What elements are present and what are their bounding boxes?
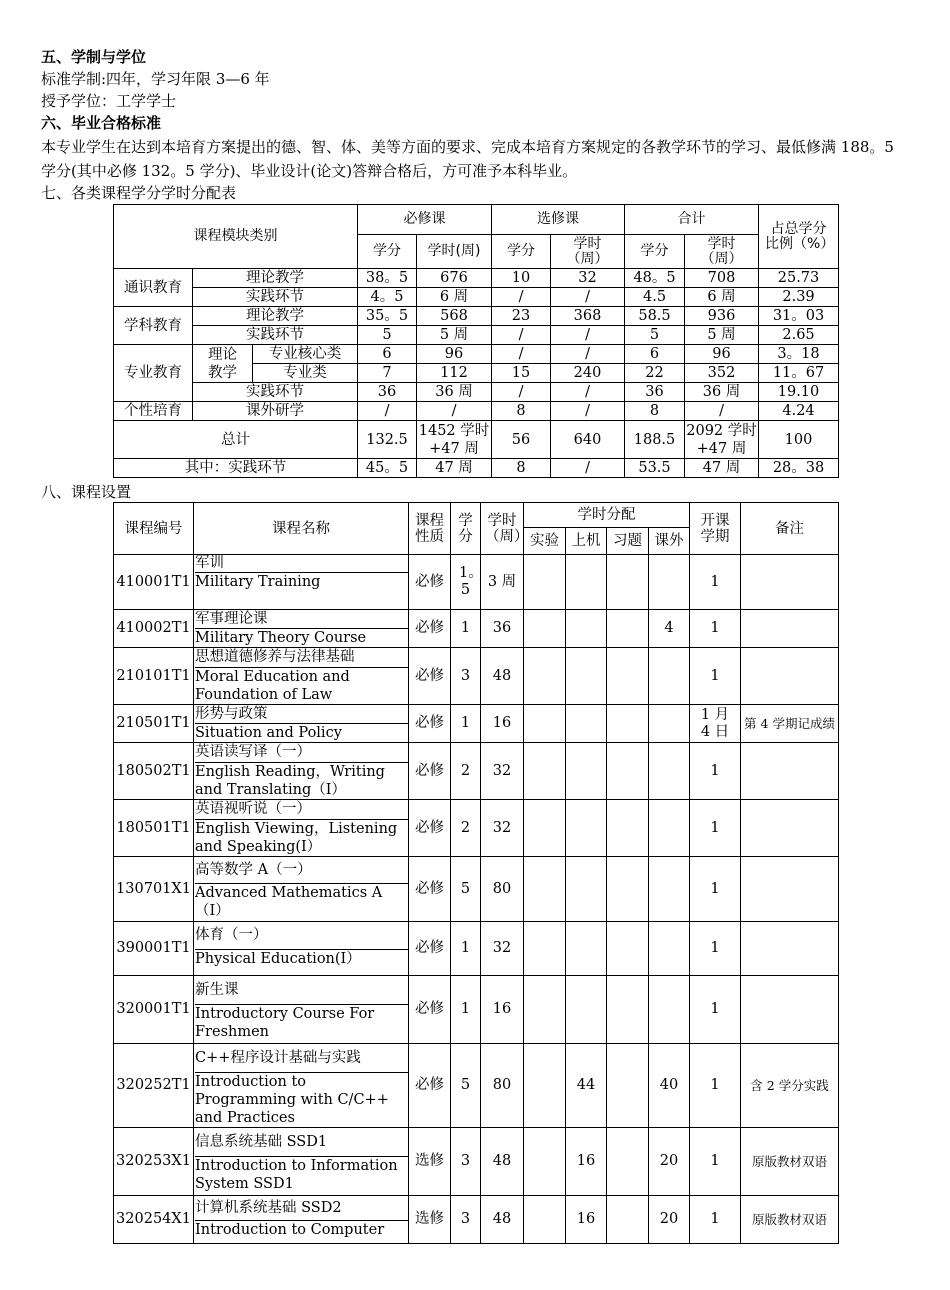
course-name (194, 922, 409, 976)
group-individual: 个性培育 (114, 402, 193, 421)
course-name-zh: 思想道德修养与法律基础 (195, 648, 408, 668)
course-exercise-hours (607, 555, 649, 610)
course-nature: 必修 (409, 800, 451, 857)
cell: 352 (685, 364, 759, 383)
row-category: 专业核心类 (253, 345, 358, 364)
course-nature: 必修 (409, 1044, 451, 1128)
course-computer-hours (566, 705, 607, 743)
course-computer-hours (566, 555, 607, 610)
course-computer-hours: 16 (566, 1196, 607, 1244)
course-credit: 1 (451, 922, 481, 976)
header-computer: 上机 (566, 528, 607, 555)
cell: 4。5 (358, 288, 417, 307)
cell: 100 (759, 421, 839, 459)
cell: 112 (417, 364, 492, 383)
course-extra-hours: 4 (649, 610, 690, 648)
document-page (41, 47, 913, 1244)
course-lab-hours (524, 1196, 566, 1244)
course-name-en: Introductory Course For Freshmen (195, 1006, 375, 1040)
course-name-zh: 计算机系统基础 SSD2 (195, 1196, 408, 1221)
course-hours: 32 (481, 800, 524, 857)
course-nature: 必修 (409, 610, 451, 648)
course-nature: 必修 (409, 976, 451, 1044)
course-exercise-hours (607, 743, 649, 800)
row-category: 课外研学 (193, 402, 358, 421)
course-name-zh: 英语视听说（一） (195, 800, 408, 820)
course-term: 1 (690, 743, 741, 800)
course-credit: 1。5 (451, 555, 481, 610)
course-term: 1 (690, 800, 741, 857)
course-credit: 5 (451, 1044, 481, 1128)
cell: 47 周 (685, 459, 759, 478)
course-name-en: Military Training (195, 574, 321, 590)
course-name-zh: 形势与政策 (195, 705, 408, 724)
course-term: 1 (690, 922, 741, 976)
course-nature: 选修 (409, 1128, 451, 1196)
course-computer-hours (566, 922, 607, 976)
course-term: 1 (690, 857, 741, 922)
cell: / (551, 402, 625, 421)
cell: / (492, 326, 551, 345)
course-term: 1 (690, 1128, 741, 1196)
course-name-en: English Reading，Writing and Translating（I） (195, 764, 385, 798)
course-code: 210101T1 (114, 648, 194, 705)
cell: 4.24 (759, 402, 839, 421)
row-category: 实践环节 (193, 326, 358, 345)
course-code: 410002T1 (114, 610, 194, 648)
group-general: 通识教育 (114, 269, 193, 307)
course-exercise-hours (607, 1128, 649, 1196)
course-name-en: Situation and Policy (195, 725, 342, 741)
cell: 45。5 (358, 459, 417, 478)
course-code: 390001T1 (114, 922, 194, 976)
course-name-zh: 高等数学 A（一） (195, 857, 408, 884)
course-lab-hours (524, 800, 566, 857)
section8-heading: 八、课程设置 (41, 483, 132, 501)
course-name-zh: 信息系统基础 SSD1 (195, 1128, 408, 1157)
degree-text: 授予学位：工学学士 (41, 92, 177, 110)
cell: 5 周 (417, 326, 492, 345)
course-computer-hours (566, 857, 607, 922)
practice-row (114, 459, 839, 478)
table-row (114, 800, 839, 857)
cell: / (358, 402, 417, 421)
cell: 36 (358, 383, 417, 402)
course-exercise-hours (607, 800, 649, 857)
table-row (114, 326, 839, 345)
cell: 708 (685, 269, 759, 288)
course-code: 180501T1 (114, 800, 194, 857)
table-row (114, 1044, 839, 1128)
course-name-en: Moral Education and Foundation of Law (195, 669, 350, 703)
cell: 640 (551, 421, 625, 459)
course-extra-hours: 20 (649, 1196, 690, 1244)
header-exercise: 习题 (607, 528, 649, 555)
header-hours: 学时(周) (417, 235, 492, 269)
row-category: 实践环节 (193, 288, 358, 307)
header-module: 课程模块类别 (114, 205, 358, 269)
course-name-en: English Viewing，Listening and Speaking(I） (195, 821, 398, 855)
course-code: 410001T1 (114, 555, 194, 610)
course-credit: 3 (451, 1196, 481, 1244)
cell: 36 周 (417, 383, 492, 402)
course-table (113, 502, 839, 555)
course-remark (741, 922, 839, 976)
row-category: 理论教学 (193, 269, 358, 288)
header-credit: 学分 (492, 235, 551, 269)
course-term: 1 (690, 648, 741, 705)
table-row (114, 610, 839, 648)
cell: 4.5 (625, 288, 685, 307)
course-remark: 原版教材双语 (741, 1196, 839, 1244)
course-lab-hours (524, 922, 566, 976)
cell: 48。5 (625, 269, 685, 288)
cell: 96 (417, 345, 492, 364)
course-name (194, 1128, 409, 1196)
course-computer-hours (566, 610, 607, 648)
header-credit: 学分 (625, 235, 685, 269)
header-dist: 学时分配 (524, 503, 690, 528)
table-row (114, 307, 839, 326)
header-nature: 课程性质 (409, 503, 451, 555)
header-credit: 学分 (358, 235, 417, 269)
course-nature: 必修 (409, 743, 451, 800)
course-extra-hours (649, 857, 690, 922)
course-name-en: Military Theory Course (195, 630, 367, 646)
course-extra-hours (649, 922, 690, 976)
cell: 58.5 (625, 307, 685, 326)
table-row (114, 1196, 839, 1244)
course-credit: 1 (451, 976, 481, 1044)
course-remark (741, 555, 839, 610)
cell: 6 (358, 345, 417, 364)
course-exercise-hours (607, 976, 649, 1044)
course-name (194, 1044, 409, 1128)
header-total: 合计 (625, 205, 759, 235)
course-extra-hours (649, 648, 690, 705)
cell: 3。18 (759, 345, 839, 364)
header-lab: 实验 (524, 528, 566, 555)
cell: 10 (492, 269, 551, 288)
course-name-en: Introduction to Programming with C/C++ and Practices (195, 1074, 389, 1126)
course-extra-hours (649, 743, 690, 800)
cell: / (551, 345, 625, 364)
course-term: 1 (690, 1044, 741, 1128)
course-remark: 含 2 学分实践 (741, 1044, 839, 1128)
course-hours: 48 (481, 648, 524, 705)
course-name (194, 976, 409, 1044)
cell: 132.5 (358, 421, 417, 459)
cell: 2.65 (759, 326, 839, 345)
course-credit: 5 (451, 857, 481, 922)
cell: 676 (417, 269, 492, 288)
course-credit: 3 (451, 1128, 481, 1196)
course-credit: 2 (451, 800, 481, 857)
cell: 38。5 (358, 269, 417, 288)
course-name-zh: 体育（一） (195, 922, 408, 950)
course-exercise-hours (607, 1196, 649, 1244)
course-name (194, 705, 409, 743)
course-hours: 48 (481, 1196, 524, 1244)
course-exercise-hours (607, 857, 649, 922)
course-code: 180502T1 (114, 743, 194, 800)
course-hours: 16 (481, 976, 524, 1044)
course-term: 1 (690, 610, 741, 648)
course-remark (741, 976, 839, 1044)
course-lab-hours (524, 1044, 566, 1128)
course-name (194, 1196, 409, 1244)
course-name-zh: 军事理论课 (195, 610, 408, 629)
course-term: 1 (690, 976, 741, 1044)
cell: 36 (625, 383, 685, 402)
header-elective: 选修课 (492, 205, 625, 235)
course-nature: 必修 (409, 857, 451, 922)
course-computer-hours: 44 (566, 1044, 607, 1128)
row-category: 理论教学 (193, 307, 358, 326)
course-name-zh: C++程序设计基础与实践 (195, 1044, 408, 1073)
course-name (194, 555, 409, 610)
cell: / (551, 326, 625, 345)
course-lab-hours (524, 610, 566, 648)
course-hours: 32 (481, 922, 524, 976)
course-remark (741, 743, 839, 800)
course-name (194, 648, 409, 705)
credit-distribution-table (113, 204, 839, 478)
course-remark: 原版教材双语 (741, 1128, 839, 1196)
course-extra-hours (649, 976, 690, 1044)
course-lab-hours (524, 705, 566, 743)
course-lab-hours (524, 976, 566, 1044)
table-row (114, 1128, 839, 1196)
course-nature: 必修 (409, 555, 451, 610)
course-code: 320001T1 (114, 976, 194, 1044)
cell: 5 (358, 326, 417, 345)
cell: 53.5 (625, 459, 685, 478)
course-hours: 48 (481, 1128, 524, 1196)
cell: 22 (625, 364, 685, 383)
course-extra-hours (649, 705, 690, 743)
course-extra-hours: 20 (649, 1128, 690, 1196)
table-row (114, 402, 839, 421)
total-row (114, 421, 839, 459)
header-code: 课程编号 (114, 503, 194, 555)
course-remark (741, 800, 839, 857)
cell: 2092 学时+47 周 (686, 422, 757, 457)
cell: 32 (551, 269, 625, 288)
duration-text: 标准学制:四年，学习年限 3—6 年 (41, 70, 270, 88)
cell: 47 周 (417, 459, 492, 478)
cell: / (685, 402, 759, 421)
course-name-zh: 新生课 (195, 976, 408, 1005)
group-major-theory: 理论教学 (193, 345, 253, 383)
row-category: 实践环节 (193, 383, 358, 402)
course-computer-hours (566, 743, 607, 800)
course-hours: 16 (481, 705, 524, 743)
course-name (194, 857, 409, 922)
header-hours: 学时（周） (481, 503, 524, 555)
graduation-standard-text: 本专业学生在达到本培育方案提出的德、智、体、美等方面的要求、完成本培育方案规定的各教学环节的学习、最低修满 188。5 学分(其中必修 132。5 学分)、毕业设计(论文)答辩合格后，方可准予本科毕业。 (41, 138, 894, 180)
table-row (114, 288, 839, 307)
cell: 8 (492, 402, 551, 421)
cell: 5 周 (685, 326, 759, 345)
cell: 35。5 (358, 307, 417, 326)
course-computer-hours (566, 976, 607, 1044)
table-row (114, 976, 839, 1044)
course-extra-hours: 40 (649, 1044, 690, 1128)
cell: 568 (417, 307, 492, 326)
header-remark: 备注 (741, 503, 839, 555)
course-code: 320252T1 (114, 1044, 194, 1128)
header-required: 必修课 (358, 205, 492, 235)
course-remark (741, 857, 839, 922)
cell: 36 周 (685, 383, 759, 402)
cell: / (551, 383, 625, 402)
cell: 96 (685, 345, 759, 364)
table-row (114, 648, 839, 705)
cell: 5 (625, 326, 685, 345)
table-row (114, 383, 839, 402)
section7-heading: 七、各类课程学分学时分配表 (41, 184, 237, 202)
table-row (114, 922, 839, 976)
course-remark: 第 4 学期记成绩 (741, 705, 839, 743)
cell: 25.73 (759, 269, 839, 288)
course-remark (741, 648, 839, 705)
cell: / (417, 402, 492, 421)
course-lab-hours (524, 555, 566, 610)
cell: 7 (358, 364, 417, 383)
cell: 8 (625, 402, 685, 421)
course-computer-hours: 16 (566, 1128, 607, 1196)
header-hours: 学时（周） (551, 235, 625, 269)
course-name-en: Introduction to Computer (195, 1222, 385, 1238)
course-lab-hours (524, 648, 566, 705)
cell: 6 周 (685, 288, 759, 307)
course-rows (113, 554, 839, 1244)
cell: 23 (492, 307, 551, 326)
cell: 31。03 (759, 307, 839, 326)
course-nature: 必修 (409, 705, 451, 743)
course-name-en: Physical Education(Ⅰ） (195, 951, 361, 967)
course-name-en: Advanced Mathematics A（Ⅰ） (195, 885, 383, 919)
course-hours: 36 (481, 610, 524, 648)
course-credit: 3 (451, 648, 481, 705)
cell: 188.5 (625, 421, 685, 459)
cell: 15 (492, 364, 551, 383)
course-name-zh: 英语读写译（一） (195, 743, 408, 763)
course-exercise-hours (607, 610, 649, 648)
course-nature: 必修 (409, 922, 451, 976)
cell: 2.39 (759, 288, 839, 307)
group-major: 专业教育 (114, 345, 193, 402)
course-name (194, 800, 409, 857)
header-name: 课程名称 (194, 503, 409, 555)
cell: 1452 学时+47 周 (417, 421, 492, 459)
group-discipline: 学科教育 (114, 307, 193, 345)
course-code: 130701X1 (114, 857, 194, 922)
course-lab-hours (524, 1128, 566, 1196)
course-code: 320254X1 (114, 1196, 194, 1244)
table-row (114, 269, 839, 288)
cell: 56 (492, 421, 551, 459)
header-extra: 课外 (649, 528, 690, 555)
course-exercise-hours (607, 648, 649, 705)
course-hours: 3 周 (481, 555, 524, 610)
course-name-zh: 军训 (195, 555, 408, 573)
course-lab-hours (524, 743, 566, 800)
section6-heading: 六、毕业合格标准 (41, 114, 162, 132)
header-hours: 学时（周） (685, 235, 759, 269)
cell: 240 (551, 364, 625, 383)
course-lab-hours (524, 857, 566, 922)
cell: 6 (625, 345, 685, 364)
cell: 8 (492, 459, 551, 478)
cell: / (551, 459, 625, 478)
course-remark (741, 610, 839, 648)
cell: / (551, 288, 625, 307)
practice-label: 其中：实践环节 (114, 459, 358, 478)
course-nature: 必修 (409, 648, 451, 705)
header-term: 开课学期 (690, 503, 741, 555)
course-hours: 80 (481, 1044, 524, 1128)
course-hours: 80 (481, 857, 524, 922)
cell: 368 (551, 307, 625, 326)
cell: 11。67 (759, 364, 839, 383)
table-row (114, 743, 839, 800)
course-computer-hours (566, 648, 607, 705)
course-term: 1 月 4 日 (690, 705, 741, 743)
table-row (114, 345, 839, 364)
course-exercise-hours (607, 1044, 649, 1128)
course-extra-hours (649, 800, 690, 857)
course-nature: 选修 (409, 1196, 451, 1244)
table-row (114, 857, 839, 922)
header-credit: 学分 (451, 503, 481, 555)
course-hours: 32 (481, 743, 524, 800)
cell: / (492, 383, 551, 402)
total-label: 总计 (114, 421, 358, 459)
table-row (114, 555, 839, 610)
header-ratio: 占总学分比例（%） (759, 205, 839, 269)
course-code: 320253X1 (114, 1128, 194, 1196)
cell: / (492, 288, 551, 307)
course-name-en: Introduction to Information System SSD1 (195, 1158, 398, 1192)
course-name (194, 743, 409, 800)
section5-heading: 五、学制与学位 (41, 48, 147, 66)
cell: 936 (685, 307, 759, 326)
course-term: 1 (690, 1196, 741, 1244)
course-name (194, 610, 409, 648)
table-row (114, 705, 839, 743)
cell: / (492, 345, 551, 364)
course-credit: 1 (451, 705, 481, 743)
course-credit: 1 (451, 610, 481, 648)
course-term: 1 (690, 555, 741, 610)
course-exercise-hours (607, 922, 649, 976)
course-exercise-hours (607, 705, 649, 743)
course-computer-hours (566, 800, 607, 857)
cell: 19.10 (759, 383, 839, 402)
course-extra-hours (649, 555, 690, 610)
course-code: 210501T1 (114, 705, 194, 743)
row-category: 专业类 (253, 364, 358, 383)
cell: 28。38 (759, 459, 839, 478)
cell: 6 周 (417, 288, 492, 307)
course-credit: 2 (451, 743, 481, 800)
